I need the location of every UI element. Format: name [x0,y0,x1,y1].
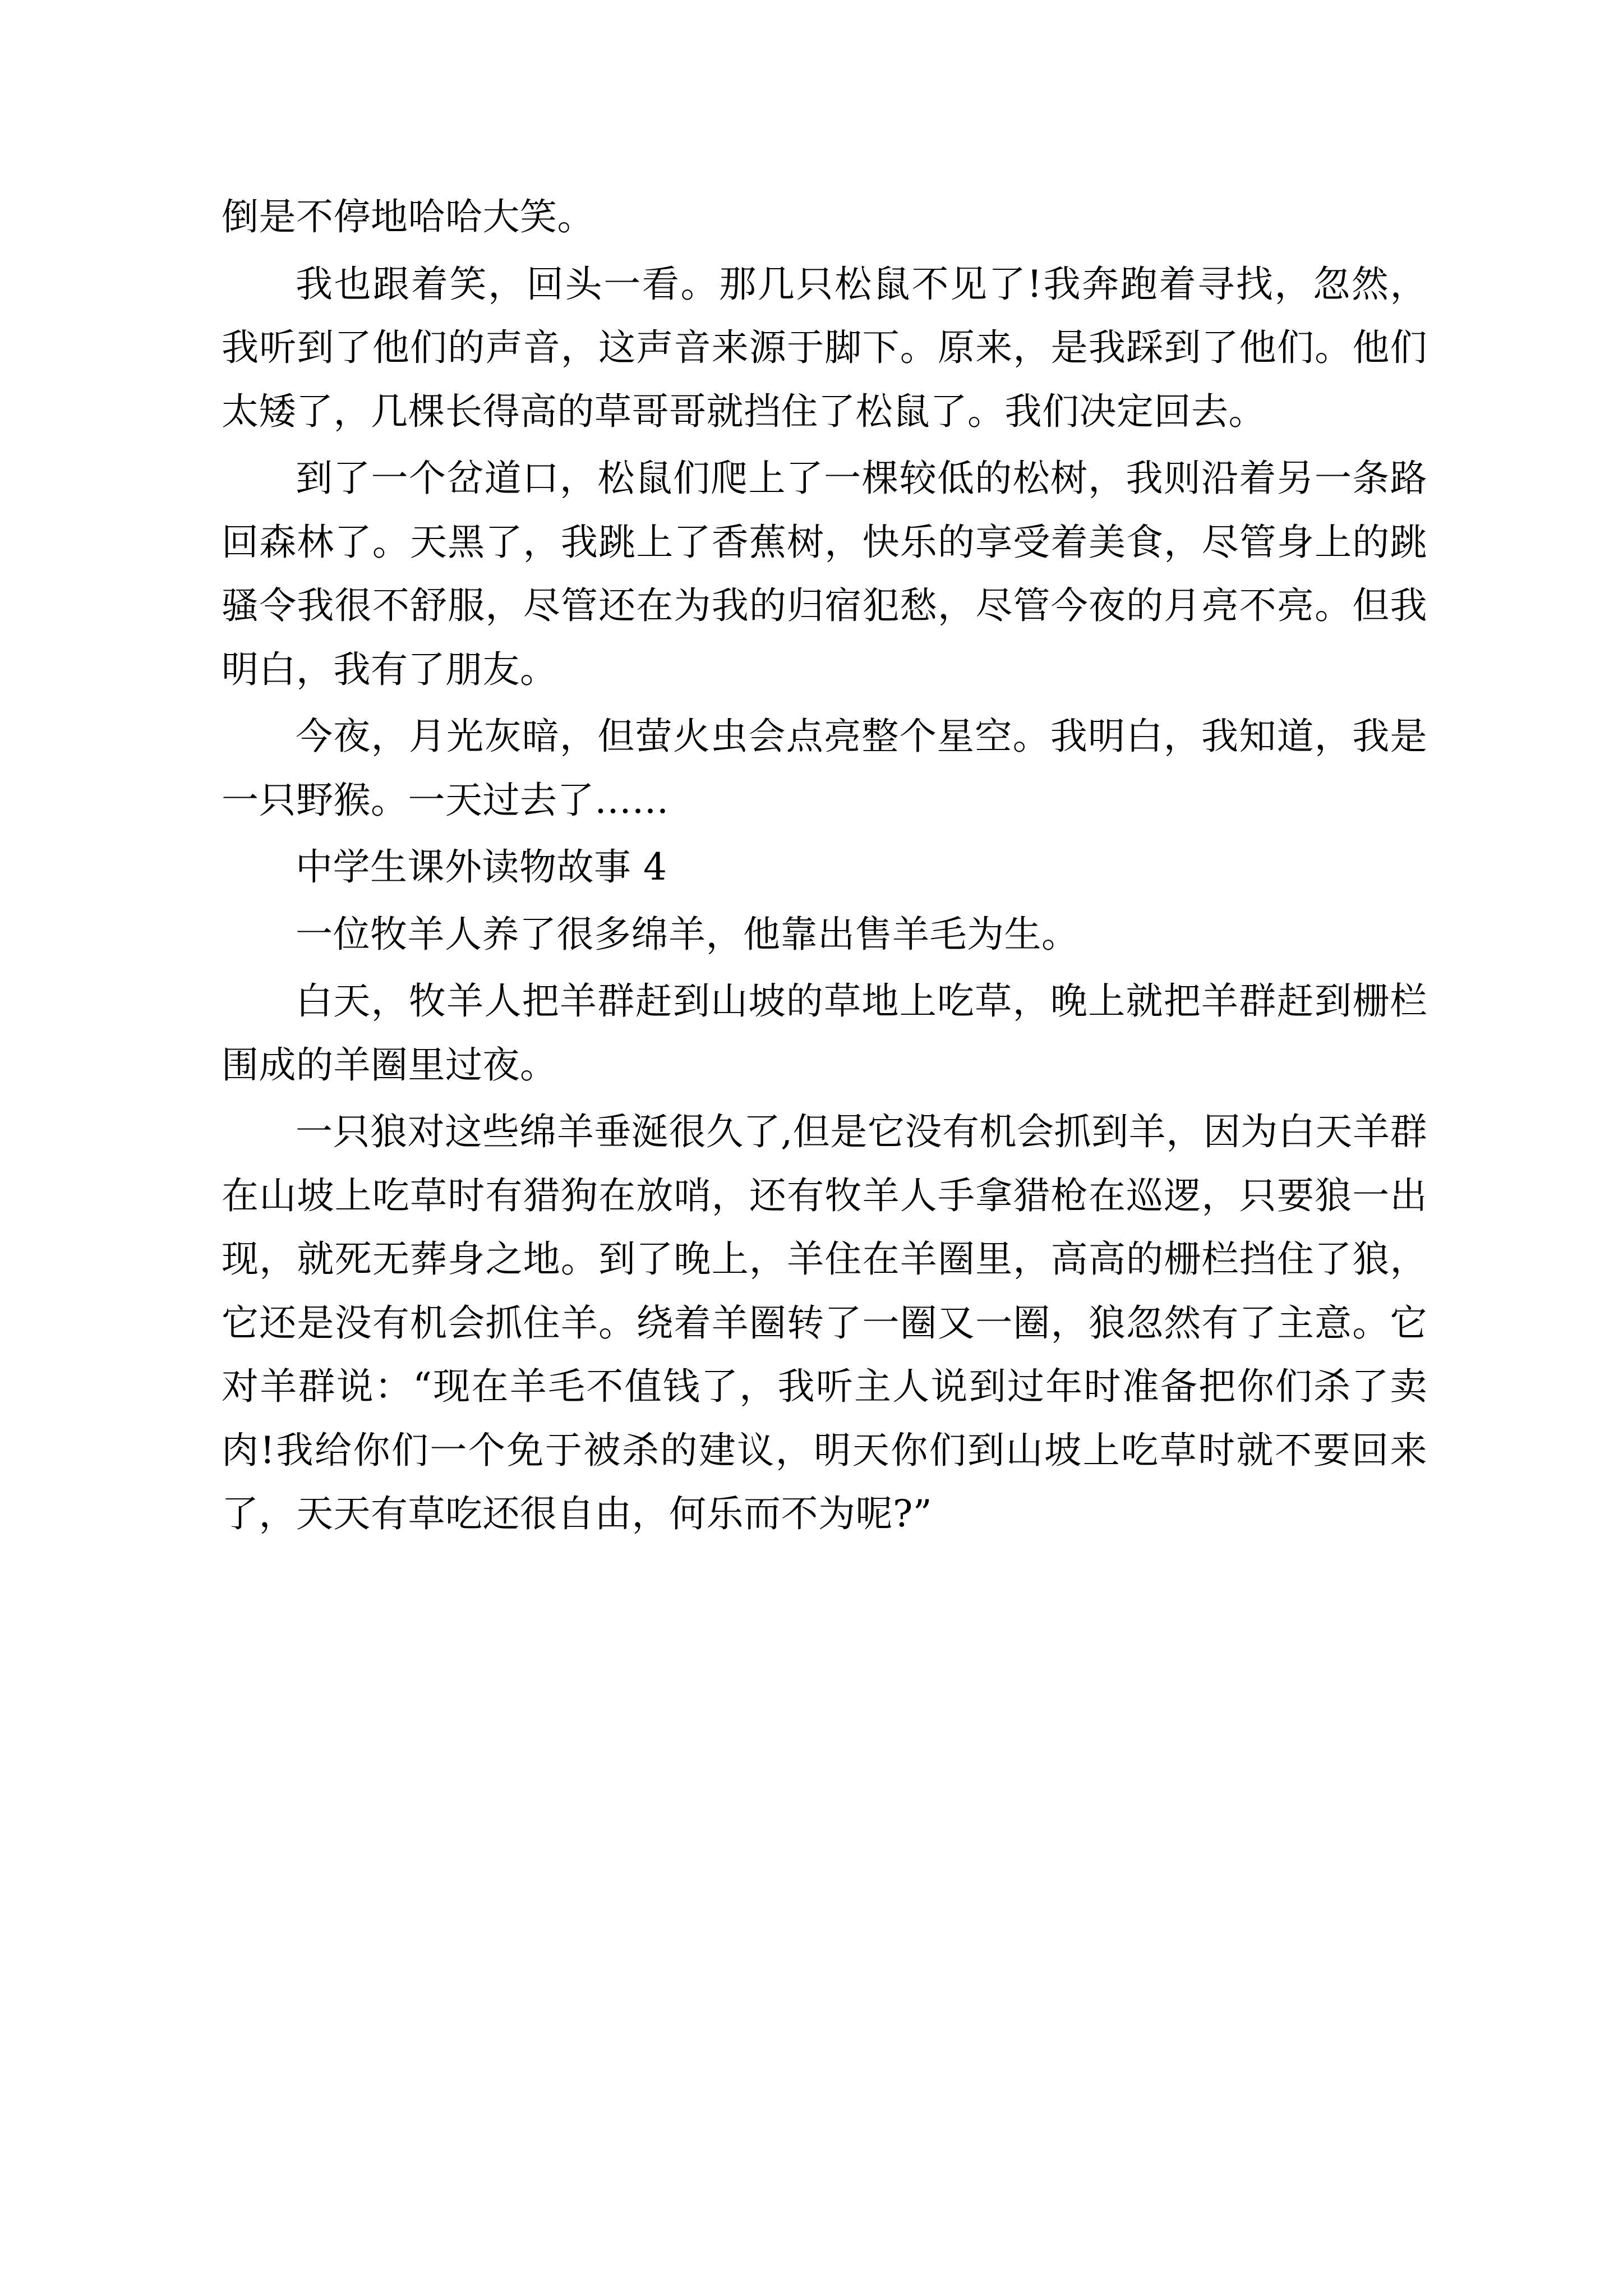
paragraph-7: 白天，牧羊人把羊群赶到山坡的草地上吃草，晚上就把羊群赶到栅栏围成的羊圈里过夜。 [222,979,1427,1087]
paragraph-1: 倒是不停地哈哈大笑。 [222,195,594,238]
paragraph-4: 今夜，月光灰暗，但萤火虫会点亮整个星空。我明白，我知道，我是一只野猴。一天过去了…… [222,715,1427,822]
document-body [222,185,1427,1546]
paragraph-8: 一只狼对这些绵羊垂涎很久了,但是它没有机会抓到羊，因为白天羊群在山坡上吃草时有猎狗在放哨，还有牧羊人手拿猎枪在巡逻，只要狼一出现，就死无葬身之地。到了晚上，羊住在羊圈里，高高的栅栏挡住了狼，它还是没有机会抓住羊。绕着羊圈转了一圈又一圈，狼忽然有了主意。它对羊群说：“现在羊毛不值钱了，我听主人说到过年时准备把你们杀了卖肉!我给你们一个免于被杀的建议，明天你们到山坡上吃草时就不要回来了，天天有草吃还很自由，何乐而不为呢?” [222,1110,1427,1536]
paragraph-3: 到了一个岔道口，松鼠们爬上了一棵较低的松树，我则沿着另一条路回森林了。天黑了，我跳上了香蕉树，快乐的享受着美食，尽管身上的跳骚令我很不舒服，尽管还在为我的归宿犯愁，尽管今夜的月亮不亮。但我明白，我有了朋友。 [222,457,1427,691]
paragraph-6: 一位牧羊人养了很多绵羊，他靠出售羊毛为生。 [296,912,1079,956]
section-heading: 中学生课外读物故事 4 [296,845,667,889]
paragraph-2: 我也跟着笑，回头一看。那几只松鼠不见了!我奔跑着寻找，忽然，我听到了他们的声音，这声音来源于脚下。原来，是我踩到了他们。他们太矮了，几棵长得高的草哥哥就挡住了松鼠了。我们决定回去。 [222,262,1427,433]
